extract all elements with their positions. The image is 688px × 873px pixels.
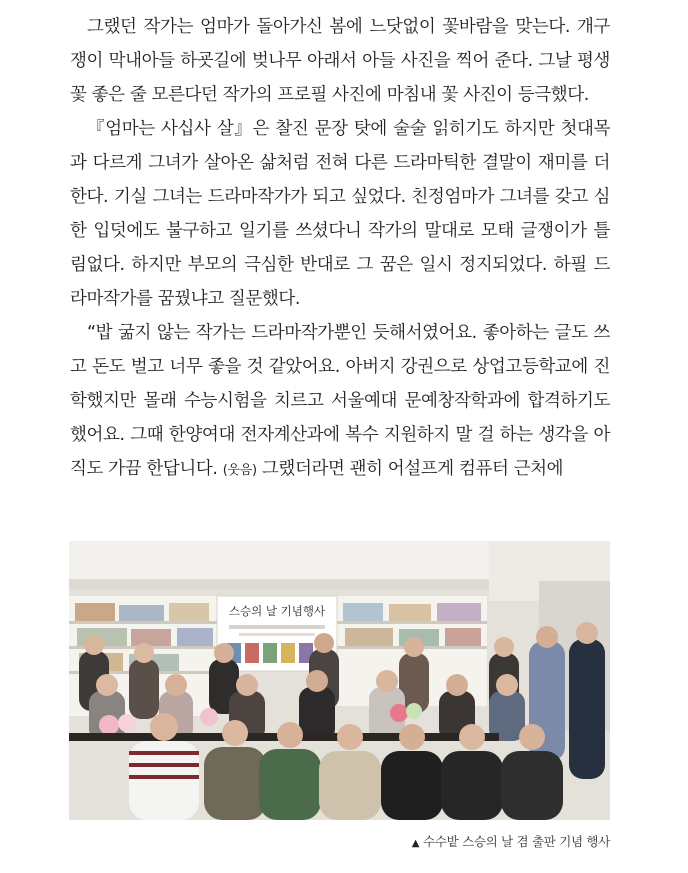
caption-text: 수수밭 스승의 날 겸 출판 기념 행사 [423,834,610,849]
banner-title: 스승의 날 기념행사 [228,604,326,618]
paragraph-3-text: “밥 굶지 않는 작가는 드라마작가뿐인 듯해서였어요. 좋아하는 글도 쓰고 돈도 벌고 너무 좋을 것 같았어요. 아버지 강권으로 상업고등학교에 진학했지만 몰래 수능시험을 치르고 서울예대 문예창작학과에 합격하기도 했어요. 그때 한양여대 전자계산과에 복수 지원하지 말 걸 하는 생각을 아직도 가끔 한답니다. [70,323,610,479]
article-body [70,10,610,488]
triangle-up-icon: ▲ [411,838,420,849]
paragraph-3-tail: 그랬더라면 괜히 어설프게 컴퓨터 근처에 [256,459,564,479]
photo-caption [412,832,610,850]
paragraph-2: 『엄마는 사십사 살』은 찰진 문장 탓에 술술 읽히기도 하지만 첫대목과 다르게 그녀가 살아온 삶처럼 전혀 다른 드라마틱한 결말이 재미를 더한다. 기실 그녀는 드라마작가가 되고 싶었다. 친정엄마가 그녀를 갖고 심한 입덧에도 불구하고 일기를 쓰셨다니 작가의 말대로 모태 글쟁이가 틀림없다. 하지만 부모의 극심한 반대로 그 꿈은 일시 정지되었다. 하필 드라마작가를 꿈꿨냐고 질문했다. [70,119,610,309]
paragraph-1: 그랬던 작가는 엄마가 돌아가신 봄에 느닷없이 꽃바람을 맞는다. 개구쟁이 막내아들 하굣길에 벚나무 아래서 아들 사진을 찍어 준다. 그날 평생 꽃 좋은 줄 모른다던 작가의 프로필 사진에 마침내 꽃 사진이 등극했다. [70,17,610,105]
group-photo-illustration [69,541,610,820]
event-photo [69,541,610,820]
paragraph-3 [70,316,610,488]
laughter-note: (웃음) [222,463,257,478]
